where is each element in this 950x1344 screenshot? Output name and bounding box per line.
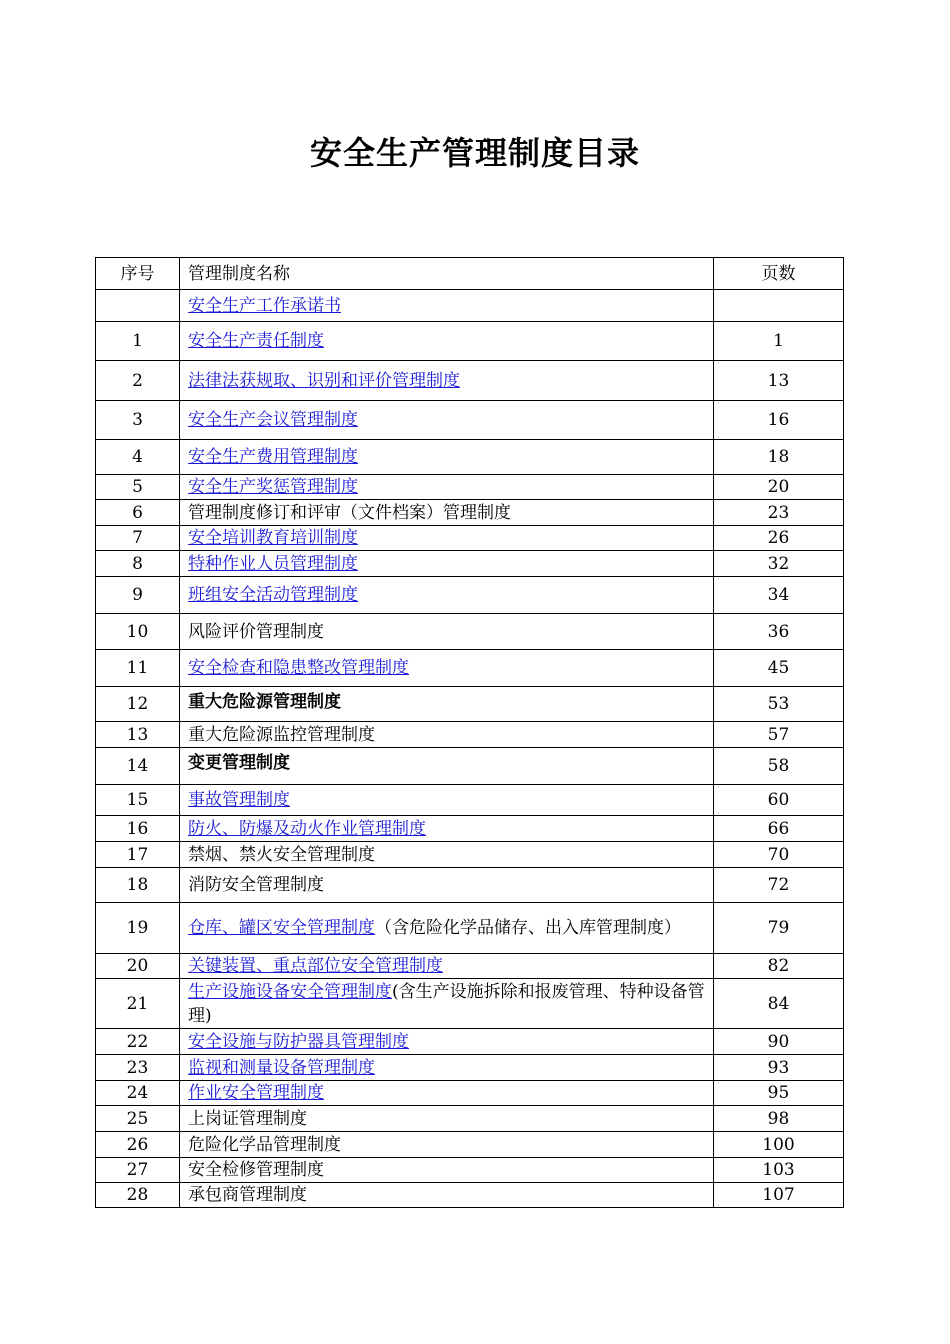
row-page-number: 53 — [714, 687, 844, 722]
table-row — [96, 401, 844, 440]
policy-link[interactable]: 安全生产费用管理制度 — [188, 447, 358, 467]
row-page-number: 93 — [714, 1055, 844, 1081]
table-row — [96, 868, 844, 903]
table-row — [96, 1106, 844, 1132]
row-policy-name-cell — [180, 979, 714, 1029]
row-page-number: 20 — [714, 475, 844, 500]
row-policy-name-cell — [180, 1132, 714, 1158]
table-row — [96, 748, 844, 785]
policy-text: 变更管理制度 — [188, 753, 290, 773]
table-row — [96, 500, 844, 526]
row-number: 17 — [96, 842, 180, 868]
row-policy-name-cell — [180, 954, 714, 979]
row-policy-name-cell — [180, 816, 714, 842]
row-number: 3 — [96, 401, 180, 440]
policy-text: （含危险化学品储存、出入库管理制度） — [375, 918, 681, 938]
toc-table — [95, 257, 844, 1208]
row-number: 10 — [96, 614, 180, 650]
table-row — [96, 551, 844, 577]
table-row — [96, 954, 844, 979]
row-page-number: 34 — [714, 577, 844, 614]
header-number: 序号 — [96, 258, 180, 290]
table-row — [96, 475, 844, 500]
policy-text: (含生产设施拆除和报废管理、特种设备管理) — [188, 981, 705, 1026]
policy-link[interactable]: 安全培训教育培训制度 — [188, 528, 358, 548]
row-page-number: 95 — [714, 1081, 844, 1106]
policy-link[interactable]: 防火、防爆及动火作业管理制度 — [188, 818, 426, 839]
table-row — [96, 816, 844, 842]
policy-text: 禁烟、禁火安全管理制度 — [188, 844, 375, 865]
row-policy-name-cell — [180, 322, 714, 361]
policy-link[interactable]: 仓库、罐区安全管理制度 — [188, 918, 375, 938]
row-number: 14 — [96, 748, 180, 785]
row-policy-name-cell — [180, 440, 714, 475]
row-number: 7 — [96, 526, 180, 551]
table-row — [96, 440, 844, 475]
header-policy-name: 管理制度名称 — [180, 258, 714, 290]
table-row — [96, 290, 844, 322]
policy-link[interactable]: 法律法获规取、识别和评价管理制度 — [188, 370, 460, 391]
row-page-number: 84 — [714, 979, 844, 1029]
row-number: 23 — [96, 1055, 180, 1081]
row-policy-name-cell — [180, 526, 714, 551]
row-policy-name-cell — [180, 551, 714, 577]
row-page-number: 60 — [714, 785, 844, 816]
row-number: 5 — [96, 475, 180, 500]
row-number: 1 — [96, 322, 180, 361]
row-policy-name-cell — [180, 1183, 714, 1208]
table-row — [96, 526, 844, 551]
row-page-number: 98 — [714, 1106, 844, 1132]
row-number: 25 — [96, 1106, 180, 1132]
row-number: 24 — [96, 1081, 180, 1106]
row-policy-name-cell — [180, 748, 714, 785]
table-row — [96, 722, 844, 748]
row-page-number: 36 — [714, 614, 844, 650]
row-page-number: 45 — [714, 650, 844, 687]
policy-text: 消防安全管理制度 — [188, 875, 324, 895]
row-policy-name-cell — [180, 577, 714, 614]
row-policy-name-cell — [180, 1158, 714, 1183]
table-row — [96, 1132, 844, 1158]
row-page-number: 57 — [714, 722, 844, 748]
policy-link[interactable]: 安全生产工作承诺书 — [188, 295, 341, 316]
policy-link[interactable]: 生产设施设备安全管理制度 — [188, 981, 392, 1002]
policy-text: 重大危险源监控管理制度 — [188, 724, 375, 745]
row-number: 15 — [96, 785, 180, 816]
table-row — [96, 979, 844, 1029]
policy-link[interactable]: 特种作业人员管理制度 — [188, 553, 358, 574]
row-number: 22 — [96, 1029, 180, 1055]
table-row — [96, 1081, 844, 1106]
row-number: 28 — [96, 1183, 180, 1208]
row-number: 8 — [96, 551, 180, 577]
row-number — [96, 290, 180, 322]
row-page-number: 70 — [714, 842, 844, 868]
policy-text: 承包商管理制度 — [188, 1185, 307, 1205]
table-row — [96, 650, 844, 687]
row-number: 13 — [96, 722, 180, 748]
policy-link[interactable]: 安全生产责任制度 — [188, 331, 324, 351]
row-page-number: 18 — [714, 440, 844, 475]
policy-link[interactable]: 作业安全管理制度 — [188, 1083, 324, 1103]
row-number: 20 — [96, 954, 180, 979]
row-policy-name-cell — [180, 614, 714, 650]
toc-body — [96, 290, 844, 1208]
row-number: 18 — [96, 868, 180, 903]
row-policy-name-cell — [180, 401, 714, 440]
row-page-number: 72 — [714, 868, 844, 903]
row-policy-name-cell — [180, 687, 714, 722]
row-number: 9 — [96, 577, 180, 614]
table-row — [96, 614, 844, 650]
row-number: 11 — [96, 650, 180, 687]
row-page-number: 107 — [714, 1183, 844, 1208]
row-policy-name-cell — [180, 1106, 714, 1132]
row-page-number: 26 — [714, 526, 844, 551]
policy-link[interactable]: 事故管理制度 — [188, 790, 290, 810]
row-policy-name-cell — [180, 650, 714, 687]
row-policy-name-cell — [180, 868, 714, 903]
row-policy-name-cell — [180, 722, 714, 748]
row-policy-name-cell — [180, 842, 714, 868]
row-policy-name-cell — [180, 290, 714, 322]
row-page-number: 23 — [714, 500, 844, 526]
policy-link[interactable]: 监视和测量设备管理制度 — [188, 1057, 375, 1078]
row-number: 16 — [96, 816, 180, 842]
table-row — [96, 322, 844, 361]
policy-link[interactable]: 安全生产会议管理制度 — [188, 410, 358, 430]
row-number: 6 — [96, 500, 180, 526]
policy-text: 上岗证管理制度 — [188, 1108, 307, 1129]
row-number: 26 — [96, 1132, 180, 1158]
table-row — [96, 1183, 844, 1208]
row-page-number: 90 — [714, 1029, 844, 1055]
table-row — [96, 842, 844, 868]
row-number: 2 — [96, 361, 180, 401]
row-number: 12 — [96, 687, 180, 722]
table-row — [96, 903, 844, 954]
policy-link[interactable]: 安全生产奖惩管理制度 — [188, 477, 358, 497]
row-page-number: 58 — [714, 748, 844, 785]
policy-text: 危险化学品管理制度 — [188, 1134, 341, 1155]
row-page-number: 13 — [714, 361, 844, 401]
row-page-number: 1 — [714, 322, 844, 361]
row-policy-name-cell — [180, 475, 714, 500]
row-page-number: 103 — [714, 1158, 844, 1183]
table-row — [96, 687, 844, 722]
policy-text: 安全检修管理制度 — [188, 1160, 324, 1180]
table-header-row — [96, 258, 844, 290]
document-title: 安全生产管理制度目录 — [309, 134, 640, 172]
row-policy-name-cell — [180, 500, 714, 526]
row-page-number: 79 — [714, 903, 844, 954]
row-number: 21 — [96, 979, 180, 1029]
row-number: 27 — [96, 1158, 180, 1183]
policy-text: 重大危险源管理制度 — [188, 692, 341, 712]
row-number: 4 — [96, 440, 180, 475]
row-policy-name-cell — [180, 785, 714, 816]
table-row — [96, 1158, 844, 1183]
policy-link[interactable]: 关键装置、重点部位安全管理制度 — [188, 956, 443, 976]
policy-text: 风险评价管理制度 — [188, 621, 324, 642]
table-row — [96, 577, 844, 614]
policy-link[interactable]: 安全检查和隐患整改管理制度 — [188, 658, 409, 678]
row-page-number: 16 — [714, 401, 844, 440]
row-page-number: 82 — [714, 954, 844, 979]
table-row — [96, 1029, 844, 1055]
row-page-number: 32 — [714, 551, 844, 577]
table-row — [96, 1055, 844, 1081]
row-policy-name-cell — [180, 1081, 714, 1106]
table-row — [96, 785, 844, 816]
row-policy-name-cell — [180, 1055, 714, 1081]
policy-link[interactable]: 班组安全活动管理制度 — [188, 585, 358, 605]
row-page-number: 66 — [714, 816, 844, 842]
row-policy-name-cell — [180, 1029, 714, 1055]
row-policy-name-cell — [180, 903, 714, 954]
policy-text: 管理制度修订和评审（文件档案）管理制度 — [188, 502, 511, 523]
row-page-number — [714, 290, 844, 322]
header-page-count: 页数 — [714, 258, 844, 290]
row-page-number: 100 — [714, 1132, 844, 1158]
row-number: 19 — [96, 903, 180, 954]
table-row — [96, 361, 844, 401]
policy-link[interactable]: 安全设施与防护器具管理制度 — [188, 1031, 409, 1052]
row-policy-name-cell — [180, 361, 714, 401]
